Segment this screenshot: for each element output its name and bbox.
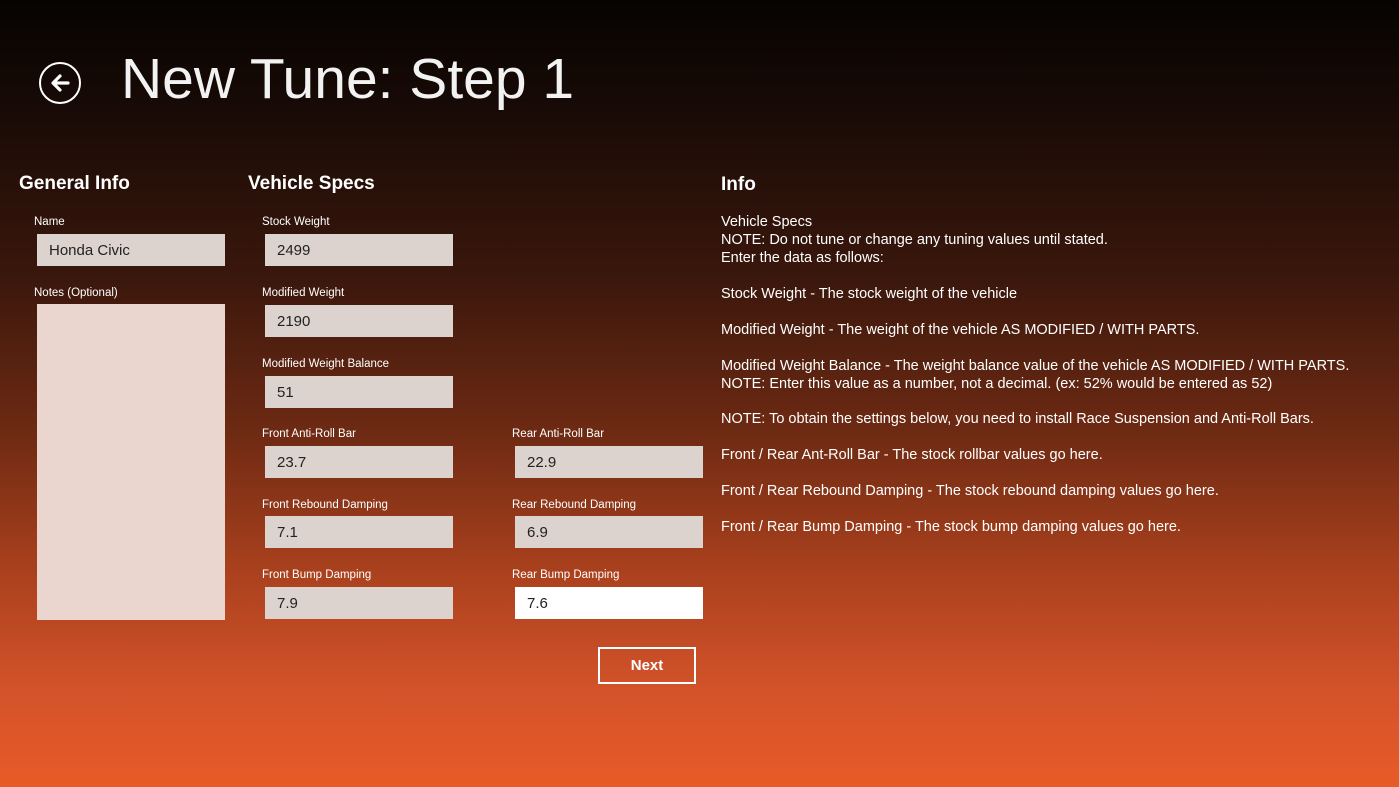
- info-line: Enter the data as follows:: [721, 249, 884, 266]
- info-line: Vehicle Specs: [721, 214, 813, 230]
- modified-weight-label: Modified Weight: [262, 287, 345, 299]
- name-input[interactable]: [37, 234, 225, 266]
- modified-weight-balance-label: Modified Weight Balance: [262, 358, 389, 370]
- info-line: [721, 268, 1349, 286]
- front-anti-roll-bar-label: Front Anti-Roll Bar: [262, 428, 356, 440]
- name-label: Name: [34, 216, 65, 228]
- page-title: New Tune: Step 1: [121, 47, 575, 111]
- vehicle-specs-heading: Vehicle Specs: [248, 173, 375, 194]
- front-anti-roll-bar-input[interactable]: [265, 446, 453, 478]
- info-line: [721, 465, 1349, 483]
- info-line: NOTE: Do not tune or change any tuning values until stated.: [721, 231, 1108, 248]
- back-button[interactable]: [39, 62, 81, 104]
- back-arrow-icon: [49, 72, 71, 94]
- info-line: [721, 393, 1349, 411]
- info-text: [721, 214, 1349, 537]
- rear-anti-roll-bar-label: Rear Anti-Roll Bar: [512, 428, 605, 440]
- info-line: [721, 429, 1349, 447]
- info-line: Front / Rear Rebound Damping - The stock rebound damping values go here.: [721, 483, 1219, 500]
- info-line: [721, 304, 1349, 322]
- rear-anti-roll-bar-input[interactable]: [515, 446, 703, 478]
- info-line: [721, 501, 1349, 519]
- info-line: Stock Weight - The stock weight of the vehicle: [721, 285, 1018, 302]
- info-line: NOTE: To obtain the settings below, you need to install Race Suspension and Anti-Roll Bars.: [721, 411, 1314, 428]
- front-bump-damping-label: Front Bump Damping: [262, 569, 372, 581]
- notes-textarea[interactable]: [37, 304, 225, 620]
- info-line: NOTE: Enter this value as a number, not a decimal. (ex: 52% would be entered as 52): [721, 375, 1273, 392]
- next-button[interactable]: Next: [598, 647, 696, 684]
- front-rebound-damping-input[interactable]: [265, 516, 453, 548]
- general-info-heading: General Info: [19, 173, 130, 194]
- info-line: Front / Rear Bump Damping - The stock bump damping values go here.: [721, 519, 1181, 536]
- rear-rebound-damping-input[interactable]: [515, 516, 703, 548]
- front-bump-damping-input[interactable]: [265, 587, 453, 619]
- info-line: Modified Weight - The weight of the vehicle AS MODIFIED / WITH PARTS.: [721, 321, 1200, 338]
- stock-weight-label: Stock Weight: [262, 216, 330, 228]
- front-rebound-damping-label: Front Rebound Damping: [262, 499, 388, 511]
- stock-weight-input[interactable]: [265, 234, 453, 266]
- modified-weight-input[interactable]: [265, 305, 453, 337]
- info-line: Modified Weight Balance - The weight balance value of the vehicle AS MODIFIED / WITH PARTS.: [721, 357, 1350, 374]
- rear-bump-damping-input[interactable]: [515, 587, 703, 619]
- info-line: [721, 340, 1349, 358]
- rear-bump-damping-label: Rear Bump Damping: [512, 569, 620, 581]
- modified-weight-balance-input[interactable]: [265, 376, 453, 408]
- info-heading: Info: [721, 174, 756, 195]
- notes-label: Notes (Optional): [34, 287, 118, 299]
- rear-rebound-damping-label: Rear Rebound Damping: [512, 499, 637, 511]
- info-line: Front / Rear Ant-Roll Bar - The stock rollbar values go here.: [721, 447, 1103, 464]
